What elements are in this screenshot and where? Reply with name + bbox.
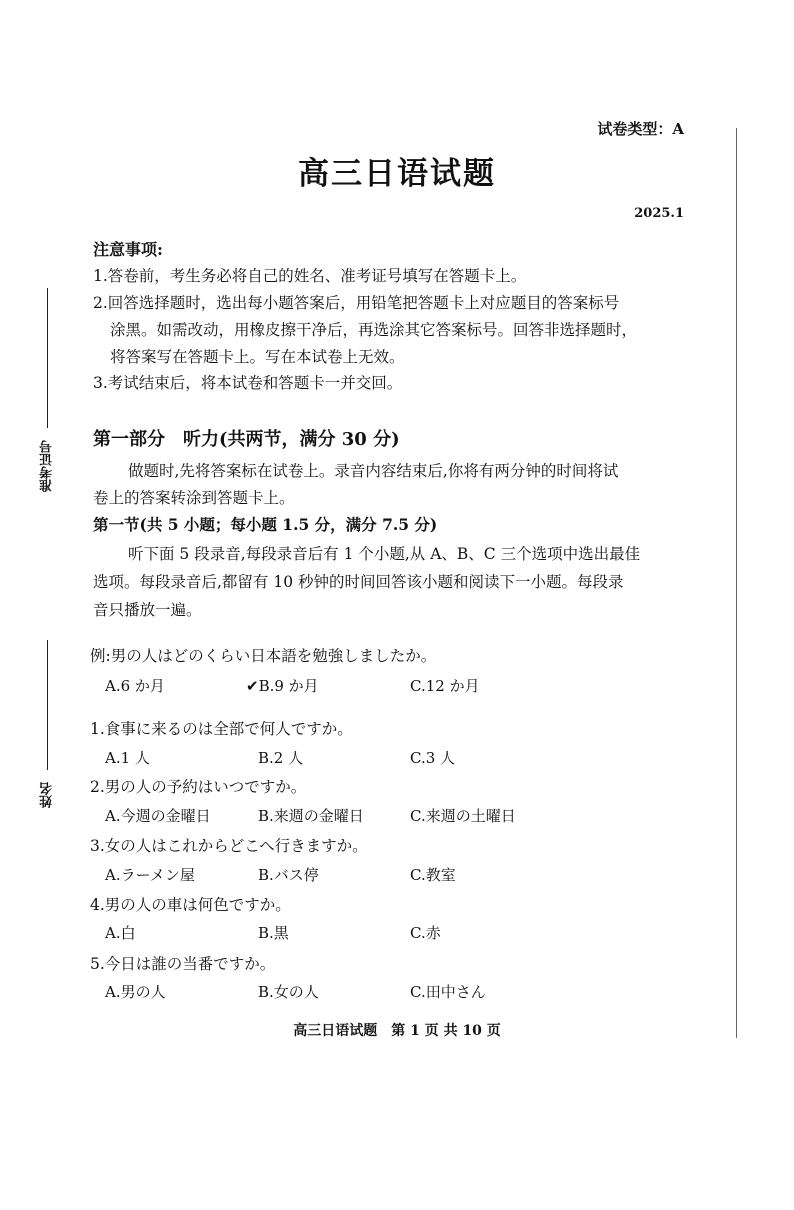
name-fill-line [47, 640, 48, 770]
option-b: ✔B.9 か月 [246, 677, 319, 695]
option-b: B.黒 [258, 924, 289, 942]
part-intro: 卷上的答案转涂到答题卡上。 [93, 489, 295, 507]
option-c: C.赤 [410, 924, 441, 942]
option-a: A.男の人 [105, 983, 166, 1001]
question: 5.今日は誰の当番ですか。 [90, 955, 276, 973]
notice-item: 将答案写在答题卡上。写在本试卷上无效。 [110, 348, 405, 366]
option-a: A.白 [105, 924, 136, 942]
option-c: C.来週の土曜日 [410, 807, 516, 825]
notice-item: 涂黑。如需改动，用橡皮擦干净后，再选涂其它答案标号。回答非选择题时， [110, 321, 638, 339]
option-b: B.バス停 [258, 866, 319, 884]
part-title: 第一部分 听力(共两节，满分 30 分) [93, 429, 400, 450]
notice-item: 2.回答选择题时，选出每小题答案后，用铅笔把答题卡上对应题目的答案标号 [93, 294, 620, 312]
exam-date: 2025.1 [634, 206, 684, 221]
option-c: C.12 か月 [410, 677, 480, 695]
option-a: A.1 人 [105, 749, 150, 767]
option-a: A.6 か月 [105, 677, 165, 695]
option-b: B.女の人 [258, 983, 319, 1001]
option-a: A.今週の金曜日 [105, 807, 211, 825]
option-c: C.3 人 [410, 749, 456, 767]
question: 1.食事に来るのは全部で何人ですか。 [90, 720, 353, 738]
section-intro: 听下面 5 段录音,每段录音后有 1 个小题,从 A、B、C 三个选项中选出最佳 [128, 545, 641, 563]
page-footer: 高三日语试题 第 1 页 共 10 页 [293, 1023, 501, 1039]
option-a: A.ラーメン屋 [105, 866, 195, 884]
name-label: 姓名 [40, 782, 55, 808]
exam-id-label: 准考证号 [40, 440, 55, 492]
section-intro: 音只播放一遍。 [93, 601, 202, 619]
paper-type: 试卷类型：A [597, 120, 684, 138]
notice-heading: 注意事项: [93, 240, 163, 259]
option-c: C.田中さん [410, 983, 486, 1001]
question: 4.男の人の車は何色ですか。 [90, 896, 291, 914]
option-b: B.来週の金曜日 [258, 807, 364, 825]
notice-item: 1.答卷前，考生务必将自己的姓名、准考证号填写在答题卡上。 [93, 267, 527, 285]
section-title: 第一节(共 5 小题；每小题 1.5 分，满分 7.5 分) [93, 515, 438, 534]
page-title: 高三日语试题 [298, 156, 496, 192]
right-margin-rule [736, 128, 737, 1038]
option-b: B.2 人 [258, 749, 304, 767]
question: 2.男の人の予約はいつですか。 [90, 778, 307, 796]
option-c: C.教室 [410, 866, 456, 884]
example-question: 例:男の人はどのくらい日本語を勉強しましたか。 [90, 647, 437, 665]
question: 3.女の人はこれからどこへ行きますか。 [90, 837, 368, 855]
exam-id-fill-line [47, 288, 48, 428]
notice-item: 3.考试结束后，将本试卷和答题卡一并交回。 [93, 374, 403, 392]
part-intro: 做题时,先将答案标在试卷上。录音内容结束后,你将有两分钟的时间将试 [128, 462, 619, 480]
section-intro: 选项。每段录音后,都留有 10 秒钟的时间回答该小题和阅读下一小题。每段录 [93, 573, 624, 591]
